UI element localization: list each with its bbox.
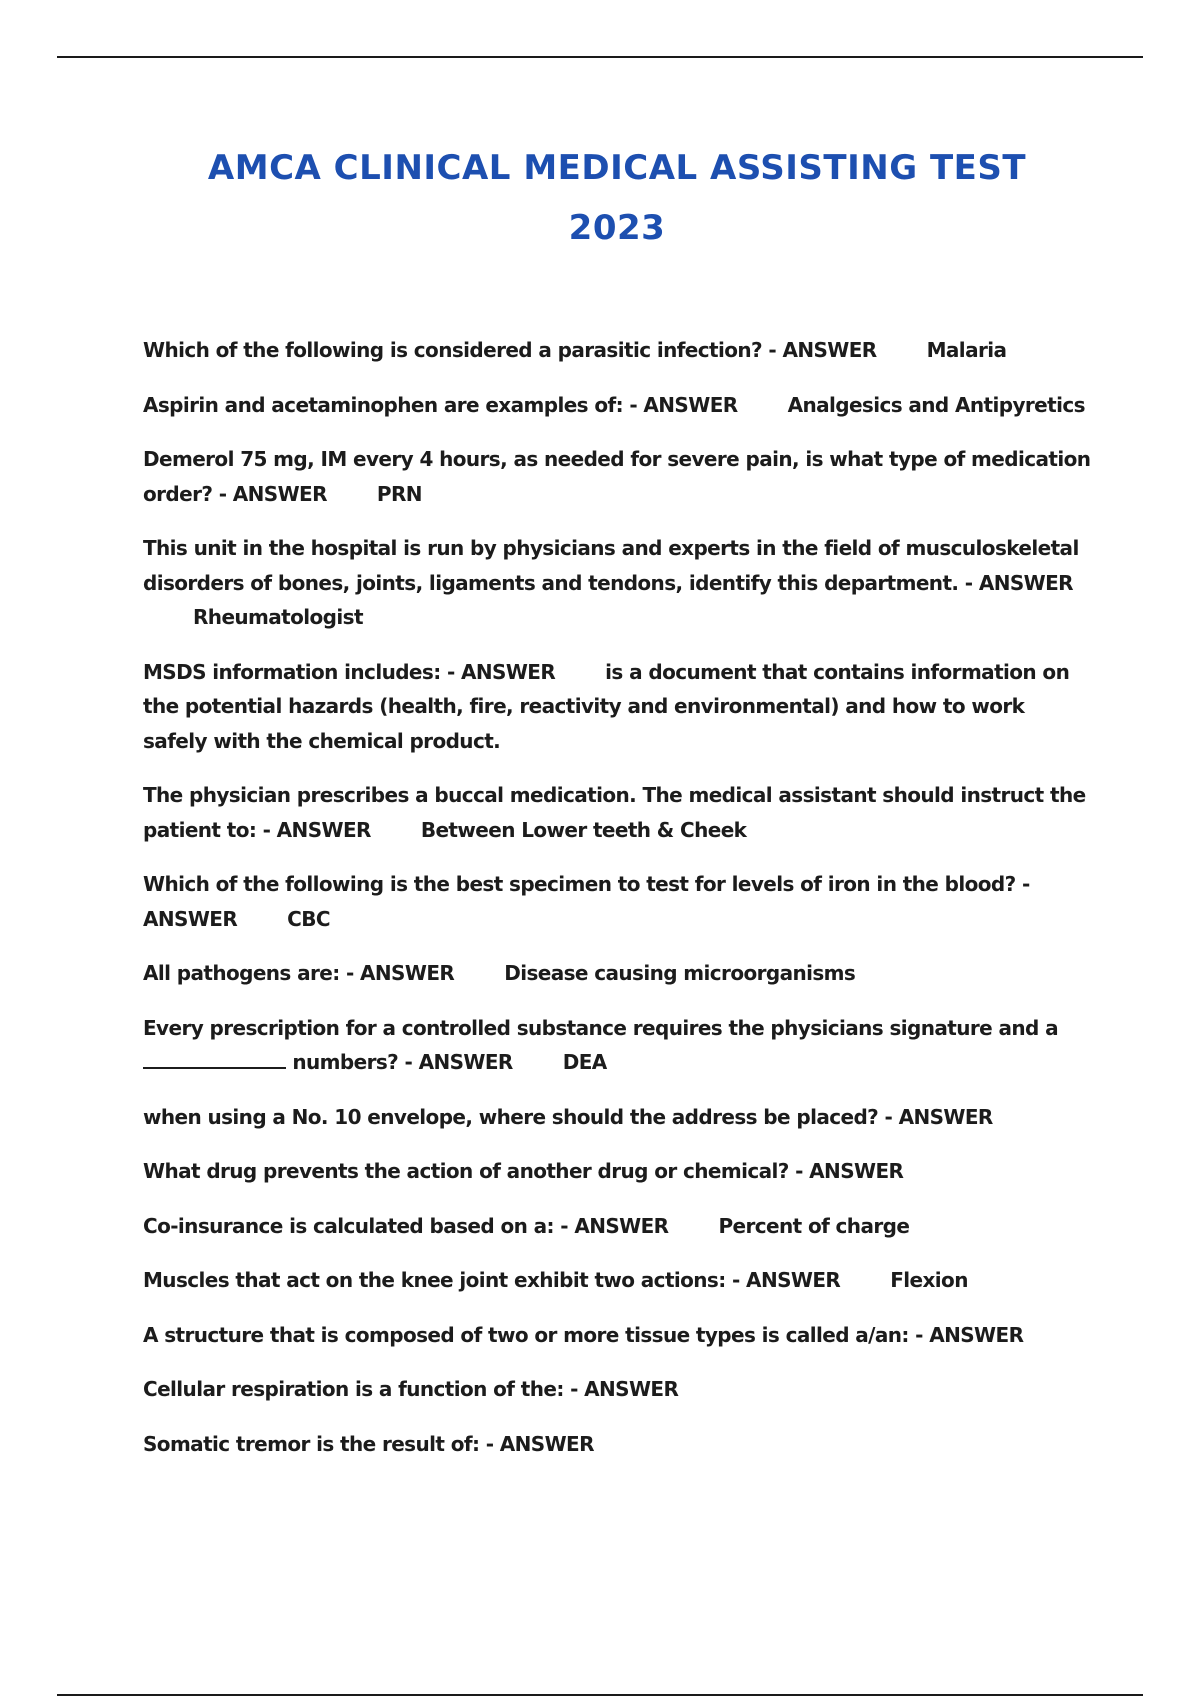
answer: Rheumatologist [193,605,363,629]
question: Aspirin and acetaminophen are examples of: - ANSWER [143,392,738,417]
answer: Flexion [890,1268,968,1292]
question: The physician prescribes a buccal medication. The medical assistant should instruct the patient to: - ANSWER [143,783,1086,842]
title-line-2: 2023 [568,208,666,248]
question: MSDS information includes: - ANSWER [143,659,556,684]
qa-item [143,1209,1093,1244]
question: when using a No. 10 envelope, where should the address be placed? - ANSWER [143,1104,993,1129]
answer: Malaria [926,338,1007,362]
question: Every prescription for a controlled substance requires the physicians signature and a [143,1015,1058,1040]
document-title [0,138,1200,258]
question-continued: numbers? - ANSWER [292,1050,513,1074]
qa-item [143,1263,1093,1298]
qa-item [143,867,1093,936]
qa-item [143,1011,1093,1080]
answer: CBC [287,906,330,931]
qa-item [143,655,1093,759]
question: Which of the following is the best specimen to test for levels of iron in the blood? - ANSWER [143,872,1030,931]
question: All pathogens are: - ANSWER [143,961,455,985]
question: Muscles that act on the knee joint exhibit two actions: - ANSWER [143,1268,841,1292]
qa-item [143,1318,1093,1353]
qa-item [143,1100,1093,1135]
qa-item [143,956,1093,991]
qa-item [143,388,1093,423]
question: A structure that is composed of two or more tissue types is called a/an: - ANSWER [143,1322,1024,1347]
question: What drug prevents the action of another drug or chemical? - ANSWER [143,1159,904,1183]
question: Demerol 75 mg, IM every 4 hours, as needed for severe pain, is what type of medication order? - ANSWER [143,447,1091,506]
qa-list [143,333,1093,1481]
question: Somatic tremor is the result of: - ANSWER [143,1431,594,1456]
title-line-1: AMCA CLINICAL MEDICAL ASSISTING TEST [207,148,1027,188]
answer: Percent of charge [718,1213,910,1238]
header-rule [57,56,1143,58]
qa-item [143,442,1093,511]
qa-item [143,1427,1093,1462]
fill-in-blank [143,1049,286,1069]
question: This unit in the hospital is run by physicians and experts in the field of musculoskeletal disorders of bones, joints, ligaments and tendons, identify this department. - ANSWER [143,536,1079,595]
qa-item [143,1154,1093,1189]
answer: Analgesics and Antipyretics [787,392,1085,417]
footer-rule [57,1694,1143,1696]
qa-item [143,778,1093,847]
answer: PRN [376,481,422,506]
qa-item [143,531,1093,635]
answer: DEA [562,1050,607,1074]
answer: Between Lower teeth & Cheek [420,817,747,842]
answer: Disease causing microorganisms [504,961,856,985]
question: Co-insurance is calculated based on a: - ANSWER [143,1213,669,1238]
question: Cellular respiration is a function of the: - ANSWER [143,1377,679,1401]
qa-item [143,333,1093,368]
answer: is a document that contains information on the potential hazards (health, fire, reactivity and environmental) and how to work safely with the chemical product. [143,659,1070,753]
question: Which of the following is considered a parasitic infection? - ANSWER [143,338,877,362]
qa-item [143,1372,1093,1407]
